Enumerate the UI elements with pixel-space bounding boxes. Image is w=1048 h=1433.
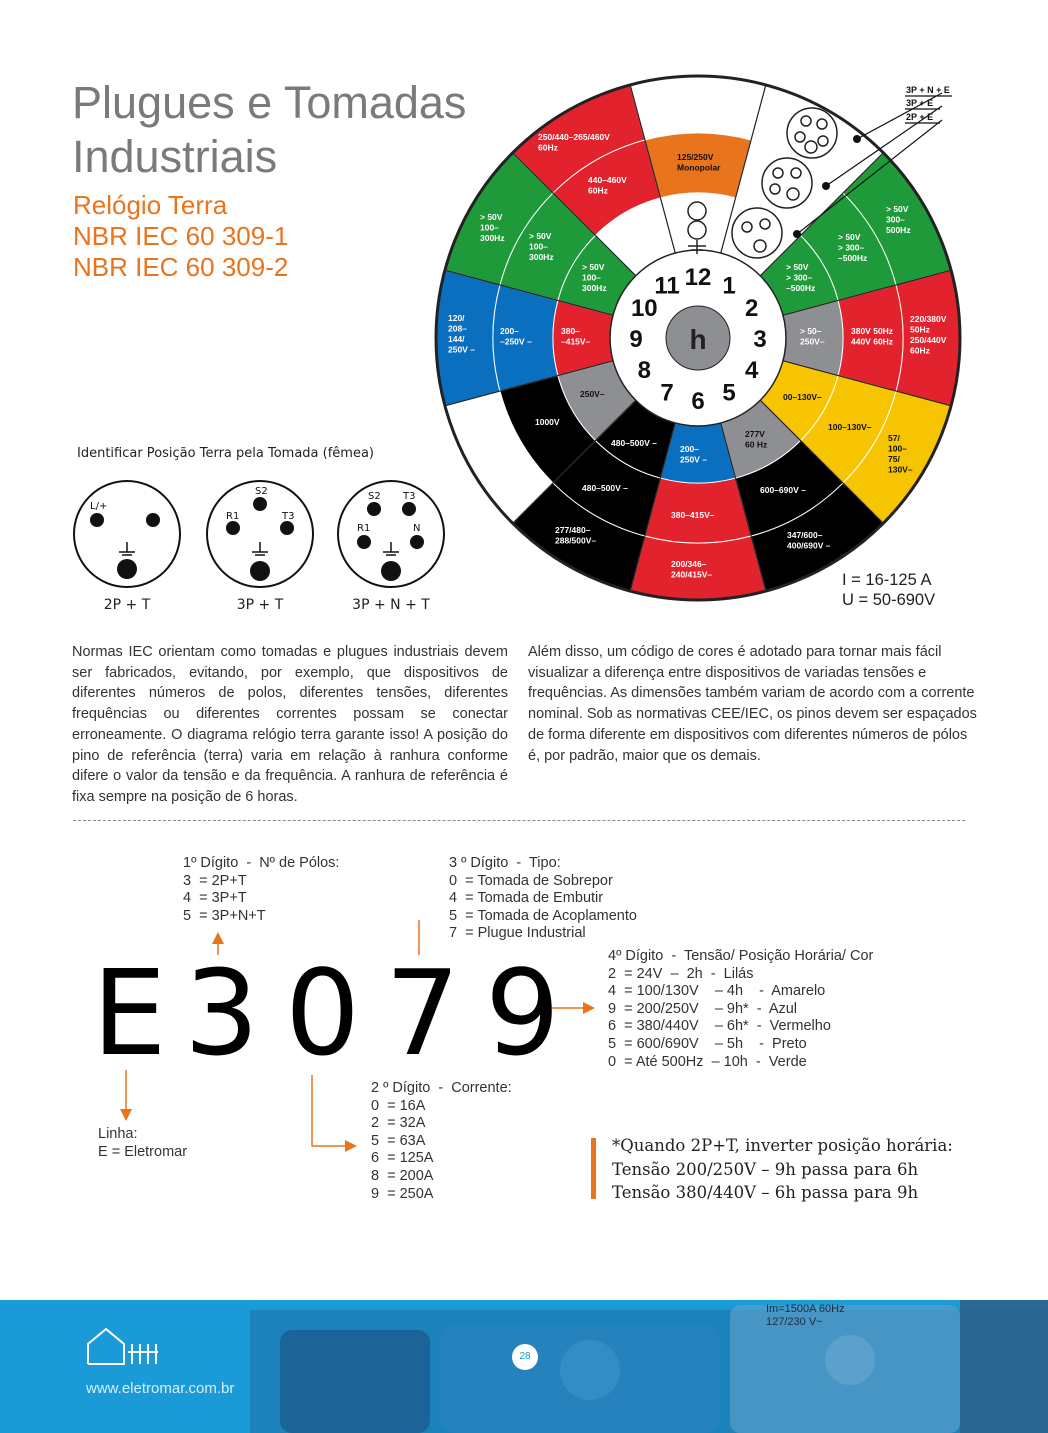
legend-3p-e: 3P + E (906, 98, 934, 108)
outer-voltage-label-7: 120/ 208– 144/ 250V – (448, 313, 475, 355)
hour-number-8: 8 (637, 357, 651, 384)
arrow-digit2 (312, 1075, 354, 1146)
middle-voltage-label-5: 600–690V – (760, 485, 806, 495)
hour-number-1: 1 (722, 272, 736, 300)
page-number: 28 (512, 1344, 538, 1370)
inner-voltage-label-8: > 50V 100– 300Hz (582, 262, 607, 293)
legend-3p-n-e: 3P + N + E (906, 85, 950, 95)
note-line-2: Tensão 200/250V – 9h passa para 6h (612, 1159, 919, 1179)
middle-voltage-label-10: > 50V 100– 300Hz (529, 231, 554, 262)
outer-voltage-label-1: > 50V 300– 500Hz (886, 204, 911, 235)
inversion-note (612, 1134, 953, 1205)
inner-voltage-label-6: 250V– (580, 389, 605, 399)
sockets-caption: Identificar Posição Terra pela Tomada (fêmea) (77, 446, 374, 461)
inner-voltage-label-5: 480–500V – (611, 438, 657, 448)
hour-number-2: 2 (745, 295, 759, 322)
middle-voltage-label-7: 480–500V – (582, 483, 628, 493)
socket-3pn-pin-n: N (413, 523, 421, 534)
arrow-digit3 (419, 920, 433, 955)
socket-3p-t-label: 3P + T (236, 597, 284, 613)
code-char-digit1: 3 (184, 944, 260, 1082)
socket-2p-t-label: 2P + T (103, 597, 151, 613)
code-char-line: E (92, 944, 167, 1082)
digit2-explanation: 2 º Dígito - Corrente: 0 = 16A 2 = 32A 5 = 63A 6 = 125A 8 = 200A 9 = 250A (371, 1080, 512, 1202)
outer-voltage-label-4: 347/600– 400/690V – (787, 530, 831, 551)
outer-voltage-label-2: 220/380V 50Hz 250/440V 60Hz (910, 314, 947, 356)
inner-voltage-label-4: 200– 250V – (680, 444, 707, 465)
hour-number-10: 10 (630, 295, 658, 322)
title-line-2: Industriais (72, 131, 278, 182)
middle-voltage-label-2: > 50V > 300– –500Hz (838, 232, 868, 263)
subtitle-line-2: NBR IEC 60 309-1 (73, 221, 289, 251)
middle-voltage-label-6: 380–415V– (671, 510, 715, 520)
digit3-explanation: 3 º Dígito - Tipo: 0 = Tomada de Sobrepor 4 = Tomada de Embutir 5 = Tomada de Acoplamento 7 = Plugue Industrial (449, 855, 637, 942)
outer-voltage-label-6: 277/480– 288/500V– (555, 525, 597, 546)
legend-2p-e: 2P + E (906, 112, 934, 122)
page-subtitle (73, 190, 288, 283)
socket-3p-t-icon (207, 481, 313, 587)
middle-voltage-label-0: 125/250V Monopolar (677, 152, 721, 173)
earth-clock-diagram (430, 70, 970, 610)
spec-current: I = 16-125 A (842, 571, 932, 589)
footer-rating-line-2: 127/230 V~ (766, 1316, 823, 1328)
title-line-1: Plugues e Tomadas (72, 77, 467, 128)
section-divider (73, 820, 965, 821)
socket-2p-pin-label: L/+ (90, 501, 108, 512)
socket-diagram-3p-n-e-icon (787, 108, 837, 158)
inner-voltage-label-7: 380– –415V– (561, 326, 591, 347)
note-accent-bar (591, 1138, 596, 1199)
hour-number-3: 3 (753, 326, 767, 353)
code-char-digit3: 7 (385, 944, 461, 1082)
inner-voltage-label-1: > 50– 250V– (800, 326, 825, 347)
inner-voltage-label-3: 277V 60 Hz (745, 429, 768, 450)
hour-number-12: 12 (684, 264, 712, 291)
subtitle-line-1: Relógio Terra (73, 190, 228, 220)
outer-voltage-label-8: > 50V 100– 300Hz (480, 212, 505, 243)
middle-voltage-label-1: 440–460V 60Hz (588, 175, 627, 196)
socket-3p-pin-t3: T3 (282, 511, 295, 522)
digit1-explanation: 1º Dígito - Nº de Pólos: 3 = 2P+T 4 = 3P+T 5 = 3P+N+T (183, 855, 340, 924)
hour-number-7: 7 (660, 379, 674, 407)
website-link[interactable]: www.eletromar.com.br (86, 1380, 235, 1397)
socket-2p-t-icon (74, 481, 180, 587)
socket-diagram-2p-e-icon (732, 208, 782, 258)
socket-diagram-3p-e-icon (762, 158, 812, 208)
socket-3p-n-t-icon (338, 481, 444, 587)
spec-voltage: U = 50-690V (842, 591, 936, 609)
inner-voltage-label-0: > 50V > 300– –500Hz (786, 262, 816, 293)
socket-3p-n-t-label: 3P + N + T (352, 597, 430, 613)
socket-3pn-pin-t3: T3 (403, 491, 416, 502)
footer-rating-line-1: Im=1500A 60Hz (766, 1303, 845, 1315)
socket-3p-pin-r1: R1 (226, 511, 240, 522)
subtitle-line-3: NBR IEC 60 309-2 (73, 252, 289, 282)
note-line-1: *Quando 2P+T, inverter posição horária: (612, 1136, 953, 1155)
socket-3p-pin-s2: S2 (255, 486, 268, 497)
code-arrows (90, 920, 610, 1160)
outer-voltage-label-3: 57/ 100– 75/ 130V– (888, 433, 913, 475)
digit4-explanation: 4º Dígito - Tensão/ Posição Horária/ Cor 2 = 24V – 2h - Lilás 4 = 100/130V – 4h - Amarelo 9 = 200/250V – 9h* - Azul 6 = 380/440V – 6h* - Vermelho 5 = 600/690V – 5h - Preto 0 = Até 500Hz – 10h - Verde (608, 948, 874, 1070)
note-line-3: Tensão 380/440V – 6h passa para 9h (612, 1183, 919, 1202)
code-char-digit2: 0 (285, 944, 361, 1082)
hour-number-4: 4 (745, 357, 759, 384)
outer-voltage-label-0: 250/440–265/460V 60Hz (538, 132, 610, 153)
wheel-segment-ring0-1 (630, 76, 766, 140)
middle-voltage-label-9: 200– –250V – (500, 326, 532, 347)
hour-number-9: 9 (629, 326, 643, 353)
code-char-digit4: 9 (485, 944, 561, 1082)
outer-voltage-label-5: 200/346– 240/415V– (671, 559, 713, 580)
line-explanation: Linha: E = Eletromar (98, 1126, 188, 1160)
socket-3pn-pin-s2: S2 (368, 491, 381, 502)
socket-3pn-pin-r1: R1 (357, 523, 371, 534)
hour-number-11: 11 (654, 272, 680, 300)
eletromar-logo (86, 1326, 158, 1368)
socket-faces (60, 470, 460, 600)
middle-voltage-label-4: 100–130V– (828, 422, 872, 432)
page-title (72, 76, 466, 184)
middle-voltage-label-3: 380V 50Hz 440V 60Hz (851, 326, 894, 347)
body-paragraph-left: Normas IEC orientam como tomadas e plugues industriais devem ser fabricados, evitando, por exemplo, que dispositivos de diferentes números de polos, diferentes tensões, diferentes frequências ou diferentes correntes possam se conectar erroneamente. O diagrama relógio terra garante isso! A posição do pino de referência (terra) varia em relação à ranhura conforme difere o valor da tensão e da frequência. A ranhura de referência é fixa sempre na posição de 6 horas. (72, 644, 508, 805)
rating-spec (842, 570, 935, 610)
body-paragraph-right: Além disso, um código de cores é adotado para tornar mais fácil visualizar a diferença entre dispositivos de variadas tensões e frequências. As dimensões também variam de acordo com a corrente nominal. Sob as normativas CEE/IEC, os pinos devem ser espaçados de forma diferente em dispositivos com diferentes números de pólos é, por padrão, maior que os demais. (528, 644, 977, 764)
wheel-segment-ring0-10 (436, 270, 500, 406)
inner-voltage-label-2: 00–130V– (783, 392, 822, 402)
middle-voltage-label-8: 1000V (535, 417, 560, 427)
center-label: h (689, 324, 707, 355)
hour-number-5: 5 (722, 379, 736, 407)
hour-number-6: 6 (691, 388, 705, 415)
